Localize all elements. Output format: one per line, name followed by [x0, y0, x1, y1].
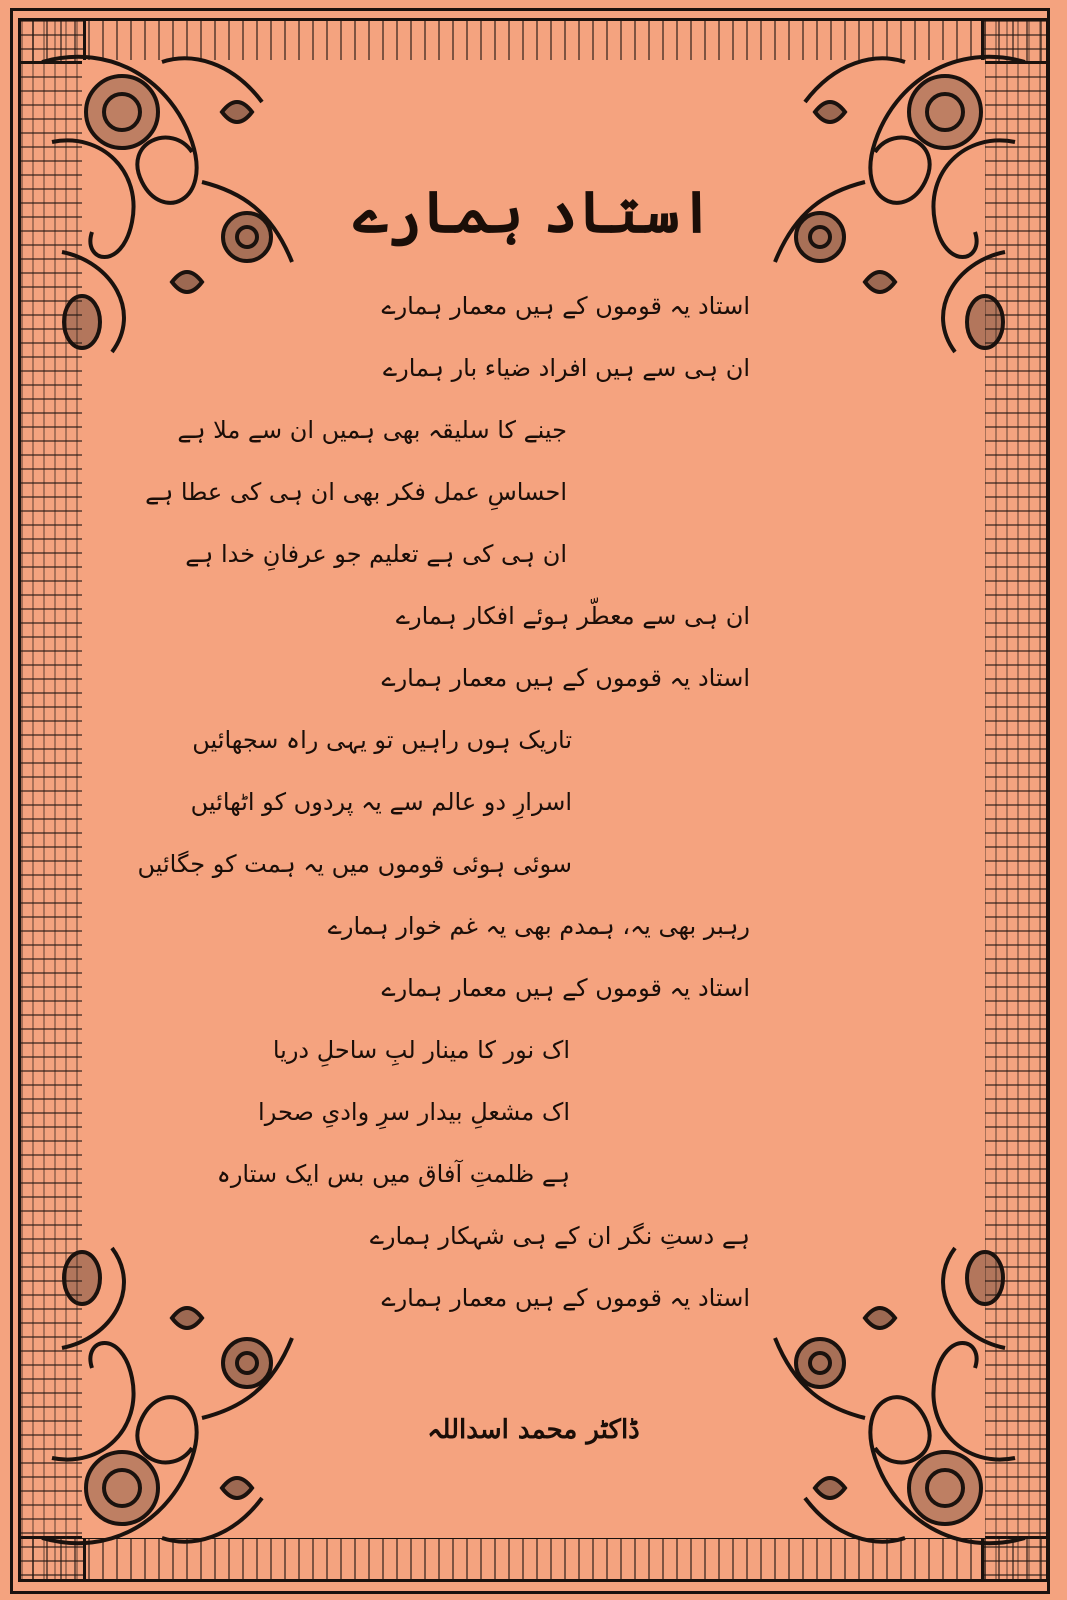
poem-line-4: احساسِ عمل فکر بھی ان ہی کی عطا ہے: [145, 478, 567, 506]
poem-line-12: استاد یہ قوموں کے ہیں معمار ہمارے: [381, 974, 750, 1002]
poem-line-16: ہے دستِ نگر ان کے ہی شہکار ہمارے: [369, 1222, 750, 1250]
poem-title: استاد ہمارے: [353, 178, 714, 246]
poem-author: ڈاکٹر محمد اسداللہ: [427, 1415, 640, 1445]
poem-line-11: رہبر بھی یہ، ہمدم بھی یہ غم خوار ہمارے: [327, 912, 750, 940]
poem-line-6: ان ہی سے معطّر ہوئے افکار ہمارے: [395, 602, 750, 630]
floral-corner-ornament-bottom-left: [22, 1218, 322, 1578]
poem-line-8: تاریک ہوں راہیں تو یہی راہ سجھائیں: [192, 726, 572, 754]
poem-line-7: استاد یہ قوموں کے ہیں معمار ہمارے: [381, 664, 750, 692]
poem-line-15: ہے ظلمتِ آفاق میں بس ایک ستارہ: [216, 1160, 570, 1188]
poem-line-3: جینے کا سلیقہ بھی ہمیں ان سے ملا ہے: [177, 416, 567, 444]
poem-line-14: اک مشعلِ بیدار سرِ وادیِ صحرا: [258, 1098, 570, 1126]
poem-line-17: استاد یہ قوموں کے ہیں معمار ہمارے: [381, 1284, 750, 1312]
poem-line-1: استاد یہ قوموں کے ہیں معمار ہمارے: [381, 292, 750, 320]
floral-corner-ornament-bottom-right: [745, 1218, 1045, 1578]
poem-line-13: اک نور کا مینار لبِ ساحلِ دریا: [272, 1036, 570, 1064]
poem-line-9: اسرارِ دو عالم سے یہ پردوں کو اٹھائیں: [190, 788, 572, 816]
poem-line-5: ان ہی کی ہے تعلیم جو عرفانِ خدا ہے: [185, 540, 567, 568]
poem-line-10: سوئی ہوئی قوموں میں یہ ہمت کو جگائیں: [137, 850, 572, 878]
poem-line-2: ان ہی سے ہیں افراد ضیاء بار ہمارے: [383, 354, 750, 382]
